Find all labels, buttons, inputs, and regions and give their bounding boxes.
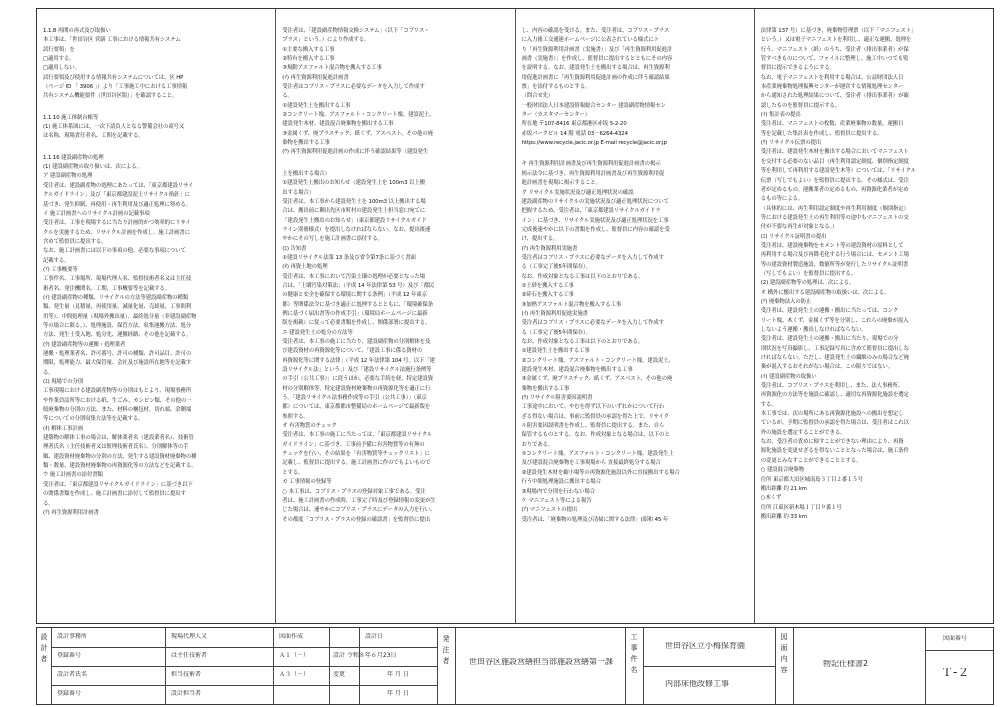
spec-line: る（工事完了後5年間保存）。: [521, 264, 591, 271]
spec-line: （具体的には、再生利用認定制度や再生利用制度（個別指定）: [760, 205, 909, 212]
spec-line: び建設資材の再資源化等について、「建設工事に係る資材の: [282, 348, 423, 355]
spec-line: (ｲ) 再生資源利用促進計画書: [282, 74, 349, 81]
sheet-number: Ｔ-２: [941, 668, 970, 676]
spec-line: (ｳ) リサイクル阻害要因説明書: [521, 395, 593, 402]
spec-line: 画書（実施書）」を作成し、監督員に提出するとともにその内容: [521, 56, 673, 63]
spec-line: ①建設リサイクル法第 13 条及び省令第7条に基づく書面: [282, 254, 416, 261]
spec-line: 合は、「土壌汚染対策法」（平成 14 年法律第 53 号）及び「都民: [282, 282, 435, 289]
designer-registration-label: 登録番号: [57, 690, 82, 697]
spec-line: オ 構外に搬出する建設副産物の取扱いは、次による。: [760, 289, 890, 296]
office-registration-label: 登録番号: [57, 652, 82, 659]
spec-line: 期限、処理能力、最大保管量、会社及び施設所在地等を記載す: [43, 360, 192, 367]
spec-line: (ｲ) 建設副産物の取扱い: [760, 373, 817, 380]
spec-line: 受注者は、「建設副産物情報交換システム」（以下「コブリス・: [282, 28, 430, 34]
spec-line: 等を記載した集計表を作成し、監督員に提出する。: [760, 130, 883, 137]
spec-line: 工事途中において、やむを得ず以下のいずれかについて行わ: [521, 404, 665, 411]
spec-line: ③現場内で分別を行わない場合: [521, 488, 596, 495]
spec-line: る。: [282, 93, 293, 100]
spec-line: (ｴ) 現場での分別: [43, 379, 83, 386]
design-date: 設計 令和８年６月23日: [333, 652, 397, 659]
scale-a1: Ａ１（－）: [279, 652, 310, 659]
spec-line: 本産業廃棄物処理振興センターが運営する情報処理センター: [760, 84, 904, 91]
spec-line: 受注者はコブリス・プラスに必要なデータを入力して作成す: [282, 84, 425, 91]
spec-line: (ｳ) リサイクル伝票の提出: [760, 140, 822, 147]
spec-line: とする。: [282, 469, 304, 476]
spec-line: の健康と安全を確保する環境に関する条例」（平成 12 年東京: [282, 292, 427, 299]
spec-line: 建設発生木材、建設混合廃棄物を搬出する工事: [521, 367, 633, 374]
spec-line: の手引（公共工事）」に従うほか、必要な手続を経、特定建設資: [282, 376, 433, 383]
spec-line: 記載し、監督員に提出する。施工計画書に作のでもよいもので: [282, 460, 431, 467]
spec-line: 基づき、発生抑制、再使用・再生利用及び適正処理に努める。: [43, 201, 191, 208]
drawing-side-label: 図面内容: [780, 633, 788, 674]
spec-line: 再資源化等に関する法律」（平成 12 年法律第 104 号。以下「建: [282, 357, 435, 364]
spec-line: ウ 施工計画書の添付書類: [43, 472, 103, 479]
spec-line: 進計画書を現場に掲示すること。: [521, 180, 601, 187]
client-name: 世田谷区施設営繕担当部施設営繕第一課: [469, 658, 613, 666]
spec-line: ター（カスタマーセンター）: [521, 112, 590, 119]
sheet-number-label: 図面番号: [943, 635, 968, 642]
spec-line: 管すべきものについて、ファイルに整理し、施工中いつでも監: [760, 56, 909, 63]
spec-line: ル阻害要因説明書を作成し、監督員に提出する。また、自ら: [521, 423, 665, 430]
spec-line: ○ 建設混合廃棄物: [760, 467, 805, 474]
spec-line: おりである。: [521, 441, 554, 448]
change-date: 年 月 日: [387, 671, 409, 678]
spec-line: イン」に基づき、リサイクル実施状況及び適正処理状況を工事: [521, 217, 669, 224]
spec-line: (ｲ) 建設副産物の種類、リサイクルの方法等建設副産物の種類: [43, 294, 189, 301]
spec-line: 設リサイクル法」という。）及び「建設リサイクル法施行条例等: [282, 367, 432, 374]
spec-line: ライン別冊様式）を提出しなければならない。なお、提出後速: [282, 226, 431, 233]
site-agent-label: 現場代理人又: [171, 633, 208, 640]
spec-line: ①建設発生土を搬出する工事: [521, 348, 590, 355]
spec-line: 工事件名、工事場所、現場代理人名、監督技術者名又は主任技: [43, 276, 192, 283]
spec-line: 試行要領及び使用する情報共有システムについては、区 HP: [43, 74, 184, 81]
spec-line: の変更とみなすことができることとする。: [760, 457, 862, 464]
spec-line: や作業員詰所等における紙、生ごみ、カンビン類、その他の一: [43, 397, 192, 404]
spec-line: 受注者は、「廃棄物の処理及び清掃に関する法律」(昭和 45 年: [521, 516, 669, 523]
spec-line: 別状況を写真撮影し、工事記録写真に含めて監督員に提出しな: [760, 345, 909, 352]
spec-line: 等の場合に限る。）、処理施設、保管方法、収集運搬方法、処分: [43, 322, 192, 329]
spec-line: 1.1.10 施工体制台帳等: [43, 114, 99, 121]
spec-line: ○ 本工事は、コブリス・プラスの登録対象工事である。受注: [282, 488, 426, 495]
spec-line: (ｱ) 再生資源利用計画書: [43, 509, 99, 516]
spec-line: 建設発生木材、建設混合廃棄物を搬出する工事: [282, 121, 394, 128]
spec-line: カ 工事情報の登録等: [282, 479, 332, 486]
spec-line: 掲示法令に基づき、再生資源利用計画書及び再生資源利用促: [521, 170, 665, 177]
spec-line: 「建設発生土搬出のお知らせ」（東京都建設リサイクルガイド: [282, 217, 427, 224]
spec-line: エ 建設発生土の処分の方法等: [282, 329, 353, 336]
spec-line: 参照する。: [282, 413, 309, 420]
spec-line: 用促進計画書に「再生資源利用促進計画の作成に伴う確認結果: [521, 74, 670, 81]
spec-line: ③加熱アスファルト混合物を搬入する工事: [521, 301, 622, 308]
spec-line: ②コンクリート塊、アスファルト・コンクリート塊、建設泥土、: [282, 112, 435, 119]
spec-line: ければならない。ただし、建設発生土の繊維のみの場合など廃: [760, 355, 909, 362]
specification-sheet: [36, 8, 994, 624]
spec-line: 受注者は、本工事において汚染土壌の処理が必要となった場: [282, 273, 426, 280]
spec-line: 材の分別解体等、特定建設資材廃棄物の再資源化等を適正に行: [282, 385, 431, 392]
spec-line: 本工事では、次の場所にある再資源化施設への搬出を想定し: [760, 411, 904, 418]
spec-line: 方法、発生土受入地、処分先、運搬経路、その他を記載する。: [43, 332, 192, 339]
spec-line: 棄物を搬出する工事: [521, 385, 570, 392]
spec-line: (ｴ) リサイクル証明書の提出: [760, 233, 827, 240]
spec-line: 票」を添付するものとする。: [521, 84, 591, 91]
spec-line: 共有システム機能要件（世田谷区版）」を確認すること。: [43, 93, 178, 100]
spec-line: 者が定めるもの。運搬業者の定めるもの、再資源化業者が定め: [760, 186, 909, 193]
spec-line: 行う。マニフェスト（紙）のうち、受注者（排出事業者）が保: [760, 46, 909, 53]
designer-name-label: 設計者氏名: [57, 671, 88, 678]
spec-line: ①コンクリート塊、アスファルト・コンクリート塊、建設発生土: [521, 451, 674, 458]
spec-line: (ｳ) 建設副産物等の運搬・処理業者: [43, 341, 126, 348]
spec-line: 出する場合）: [282, 189, 314, 196]
spec-line: 完成後速やかに以下の書類を作成し、監督員に内容の確認を受: [521, 226, 670, 233]
spec-line: □適用しない。: [43, 65, 80, 72]
spec-line: 例に基づく届出書等の作成手引」（環境局ホームページに最新: [282, 310, 428, 317]
spec-line: ②砕石を搬入する工事: [521, 292, 574, 299]
spec-line: ケ マニフェスト等による報告: [521, 497, 592, 504]
change-label: 変更: [333, 671, 346, 678]
spec-line: 受注者は、建設発生土の運搬・搬出に当たり、現場での分: [760, 336, 899, 343]
spec-line: を説明する。なお、建設発生土を搬出する場合は、再生資源利: [521, 65, 670, 72]
spec-line: 再資源化の方法等を施設に確認し、適切な再資源化施設を選定: [760, 392, 909, 399]
client-side-label: 発注者: [442, 635, 450, 665]
spec-line: 都）等関係法令に基づき適正に処理するとともに、「環境確保条: [282, 301, 433, 308]
title-block: [36, 627, 994, 705]
spec-line: 源化施設を変更せざるを得ないこととなった場合は、施工条件: [760, 448, 909, 455]
spec-line: 本工事は、「世田谷区 営繕 工事における情報共有システム: [43, 37, 181, 44]
spec-line: ②特有を搬入する工事: [282, 56, 335, 63]
spec-line: 者は、施工計画書の作成時、工事完了時及び登録情報の変更が生: [282, 497, 436, 504]
work-name: 内部床他改修工事: [665, 680, 729, 688]
spec-line: ざる得ない場合は、事前に監督員の承認を得た上で、リサイク: [521, 413, 669, 420]
spec-line: を交付する必要のない品目（再生利用認定制度、個別指定制度: [760, 158, 909, 165]
spec-line: け、提出する。: [521, 236, 559, 243]
spec-line: り「再生資源利用計画書（実施書）」及び「再生資源利用促進計: [521, 46, 673, 53]
spec-line: その都度「コブリス・プラスの登録の確認書」を監督員に提出: [282, 516, 430, 523]
spec-line: しないよう運搬・搬出しなければならない。: [760, 327, 867, 333]
spec-line: (ｱ) マニフェストの提出: [521, 507, 578, 514]
spec-line: □適用する。: [43, 56, 75, 63]
spec-line: 一般財団法人日本建設情報総合センター 建設副産物情報セン: [521, 102, 666, 109]
spec-line: 術者名、発注機関名、工期、工事概要等を記載する。: [43, 285, 170, 292]
spec-line: 及び建設混合廃棄物を工事現場から 直接最終処分する場合: [521, 460, 661, 467]
spec-line: (2) 建設副産物等の処理は、次による。: [760, 280, 855, 287]
spec-line: 搬出距離 約 21 km: [760, 485, 807, 492]
spec-line: なお、電子マニフェストを利用する場合は、公益財団法人日: [760, 74, 904, 81]
spec-line: るもの等による。: [760, 196, 804, 203]
spec-line: ク リサイクル実施状況及び適正処理状況の確認: [521, 189, 634, 196]
spec-line: (1) 建設副産物の取り扱いは、次による。: [43, 164, 142, 171]
spec-line: 搬出距離 約 33 km: [760, 513, 807, 520]
spec-line: から通知された処理結果について、受注者（排出事業者）が確: [760, 93, 909, 100]
spec-line: クルを実施するため、リサイクル計画を作成し、施工計画書に: [43, 229, 191, 236]
spec-line: 伝票（写しでもよい）を監督員に提出する。その様式は、受注: [760, 177, 909, 184]
spec-line: という。）又は電子マニフェストを利用し、適正な運搬、処理を: [760, 37, 912, 44]
spec-line: やかにその写しを施工計画書に添付する。: [282, 236, 383, 243]
spec-line: ているが、予期に監督員の承認を得た場合は、受注者はこれ以: [760, 420, 909, 427]
spec-line: 含めて監督員に提出する。: [43, 238, 107, 245]
spec-line: ①主要な搬入する工事: [282, 46, 335, 53]
spec-line: ③金属くず、廃プラスチック、紙くず、アスベスト、その他の廃: [282, 130, 433, 137]
drawing-name: 物記仕様書2: [823, 660, 869, 668]
spec-line: ②建設発生木材を縮小場等の再資源化施設以外に直接搬出する場合: [521, 469, 680, 476]
spec-line: 督員に提示できるようにする。: [760, 65, 835, 72]
spec-line: 受注者は、建設廃棄物をセメント等の建設資材の原料として: [760, 242, 904, 249]
spec-column-3: [516, 9, 755, 623]
chief-engineer-label: は主任技術者: [171, 652, 208, 659]
spec-line: (ｱ) 再生資源利用実施書: [521, 245, 578, 252]
spec-line: (ｵ) 解体工事計画: [43, 425, 83, 432]
spec-line: 類・数量、建設資材廃棄物の再資源化等の方法などを記載する。: [43, 463, 197, 470]
spec-line: 試行要領」を: [43, 46, 75, 53]
spec-line: ②コンクリート塊、アスファルト・コンクリート塊、建設泥土、: [521, 357, 674, 364]
spec-line: 合は、搬出前に剰出先区市町村の建設発生土担当窓口宛てに: [282, 208, 426, 215]
spec-line: 版を掲載）に従って必要書類を作成し、関係部署に提出する。: [282, 320, 431, 327]
spec-line: 等の建設資材製造施設、数値所等が発行したリサイクル証明書: [760, 261, 909, 268]
project-side-label: 工事件名: [630, 633, 638, 674]
spec-line: イ 施工計画書へのリサイクル計画の記載事項: [43, 210, 150, 217]
spec-line: ○木くず: [760, 495, 782, 502]
spec-line: ガイドライン」に基づき、工事前予備に有害物質等の有無の: [282, 441, 425, 448]
spec-line: 運搬・処理業者名、許可番号、許可の種類、許可品目、許可の: [43, 351, 192, 357]
spec-line: 外の施設を選定することができる。: [760, 429, 846, 436]
spec-line: 類、発生量（見積量、再使用量、減量化量、売却量、工事間利: [43, 304, 192, 311]
spec-line: 住所 東京都大田区城南島３丁目２番１５号: [760, 476, 863, 483]
spec-line: オ 有害物質のチェック: [282, 423, 337, 430]
spec-line: (ｴ) 告知書: [282, 245, 307, 252]
spec-line: る。: [43, 500, 54, 507]
spec-line: は名称、現場責任者名、工期を記載する。: [43, 133, 144, 140]
spec-line: 赤坂パークビル 14 階 電話 03－6264-4324: [521, 130, 628, 137]
spec-line: 付が不要な再生が対象となる。）: [760, 224, 838, 231]
spec-line: 受注者は、コブリス・プラスを利用し、また、法人事務所、: [760, 383, 904, 390]
spec-line: る。: [43, 369, 54, 376]
spec-line: し、内容の確認を受ける。また、受注者は、コブリス・プラス: [521, 28, 670, 34]
spec-line: 順、建設資材廃棄物の分別の方法、発生する建設資材廃棄物の種: [43, 453, 197, 460]
spec-line: (1) 施工体系図には、一次下請負人となる警備会社の商号又: [43, 124, 185, 131]
spec-line: 都）については、東京都都市整備局のホームページで最新版を: [282, 404, 431, 411]
spec-line: ③規動アスファルト混合物を搬入する工事: [282, 65, 382, 72]
spec-line: 保管するものとする。なお、作成対象となる場合は、以下のと: [521, 432, 670, 439]
spec-line: 工事現場における建設副産物等の分別はもとより、現場事務所: [43, 388, 192, 395]
spec-line: 認したものを監督員に提示する。: [760, 102, 841, 109]
spec-line: 受注者はコブリス・プラスに必要なデータを入力して作成す: [521, 254, 664, 261]
spec-line: ①建設発生土を搬出する工事: [282, 102, 351, 109]
spec-line: う。「建設リサイクル法事務作成等の手引（公共工事）」（東京: [282, 395, 427, 402]
spec-line: (ｱ) 工事概要等: [43, 266, 78, 273]
design-charge-label: 設計担当者: [171, 690, 202, 697]
scale-a3: Ａ３（－）: [279, 671, 310, 678]
spec-line: 受注者は、工事を現場するに当たり計画的かつ効率的にリサイ: [43, 220, 191, 227]
spec-line: 受注者はコブリス・プラスに必要なデータを入力して作成す: [521, 320, 664, 327]
spec-line: 受注者は、建設発生土の運搬・搬出に当たっては、コンク: [760, 308, 899, 315]
spec-line: （問合せ先）: [521, 93, 554, 100]
spec-line: チェックを行い、その結果を「有害物質等チェックリスト」に: [282, 451, 430, 458]
spec-column-4: [755, 9, 993, 623]
spec-line: 棄物を搬出する工事: [282, 140, 330, 147]
spec-line: なお、施工計画書には以下の事項の他、必要な事項について: [43, 248, 186, 255]
spec-line: 受注者は、マニフェストの枚数、産業廃棄物の数量、運搬日: [760, 121, 904, 128]
design-office-label: 設計事務所: [57, 633, 88, 640]
spec-line: 般廃棄物の分別の方法、また、材料の梱包材、切れ端、余剰端: [43, 407, 192, 414]
spec-line: キ 再生資源利用計画書及び再生資源利用促進計画書の掲示: [521, 161, 661, 168]
spec-line: 所在地 〒107-8416 東京都港区赤坂 5-2-20: [521, 121, 627, 128]
spec-line: 受注者は、建設発生木材を搬出する場合においてマニフェスト: [760, 149, 909, 156]
project-name: 世田谷区立小梅保育園: [665, 642, 745, 650]
spec-column-2: [276, 9, 515, 623]
spec-line: (ｲ) 集計表の提出: [760, 112, 801, 119]
spec-line: じた場合は、速やかにコブリス・プラスにデータの入力を行い、: [282, 507, 436, 514]
spec-line: 受注者は、「東京都建設リサイクルガイドライン」に基づき以下: [43, 481, 193, 488]
spec-line: 理者氏名（主任技術者又は監理技術者氏名）、分別解体等の手: [43, 444, 189, 451]
spec-line: 受注者は、本工事から建設発生土を 100m3 以上搬出する場: [282, 198, 426, 205]
spec-line: 受注者は、本工事の施工に当たり、建設副産物の分別解体を及: [282, 339, 431, 345]
spec-line: ③金属くず、廃プラスチック、紙くず、アスベスト、その他の廃: [521, 376, 673, 383]
spec-line: なお、受注者の責めに帰すことができない理由により、再資: [760, 439, 904, 446]
spec-line: 等を利用して再利用する建設発生木等）については、「リサイクル: [760, 168, 916, 175]
spec-line: https://www.recycle.jacic.or.jp E-mail recycle@jacic.or.jp: [521, 140, 667, 147]
spec-line: 建築物の解体工事の場合は、解体業者名（建設業者名）、技術管: [43, 435, 194, 442]
spec-line: 行う中間処理施設に搬出する場合: [521, 479, 601, 486]
spec-line: (ｱ) 廃棄物法入の防止: [760, 298, 812, 305]
spec-line: る（工事完了後5年間保存）。: [521, 329, 591, 336]
spec-line: なお、作成対象となる工事は以下のとおりである。: [521, 273, 644, 280]
spec-line: 住所 江東区新木場１丁目９番１号: [760, 504, 842, 511]
spec-line: 1.1.8 再開の再式及び取扱い: [43, 28, 111, 34]
spec-line: なお、作成対象となる工事は以下のとおりである。: [521, 339, 644, 345]
spec-line: 法律第 137 号）に基づき、廃棄物管理票（以下「マニフェスト」: [760, 28, 917, 34]
spec-line: 等についての分別収集方法等を記載する。: [43, 416, 144, 423]
spec-line: 等における建設発生土の再生利用等の途中もマニフェストの交: [760, 214, 909, 221]
spec-line: プラス」という。）により作成する。: [282, 37, 370, 44]
spec-line: ア 建設副産物の処理: [43, 173, 93, 180]
spec-line: リート塊、木くず、金属くず等を分別し、これらの廃棄が混入: [760, 317, 909, 324]
designer-side-label: 設計者: [40, 633, 48, 663]
spec-line: (ｳ) 再生資源利用促進計画の作成に伴う確認結果等（建設発生: [282, 149, 429, 156]
responsible-engineer-label: 担当技術者: [171, 671, 202, 678]
spec-line: 建設副産物のリサイクルの実施状況及び適正処理状況について: [521, 198, 669, 205]
spec-line: 受注者は、建設副産物の処理にあたっては、「東京都建設リサイ: [43, 182, 194, 189]
spec-line: 記載する。: [43, 257, 70, 264]
spec-line: (ｲ) 再生資源利用促進実施書: [521, 310, 588, 317]
spec-line: 受注者は、本工事の施工に当たっては、「東京都建設リサイクル: [282, 432, 433, 439]
spec-line: ①土砂を搬入する工事: [521, 282, 574, 289]
spec-line: 棄が混入するおそれがない場合は、この限りではない。: [760, 364, 894, 371]
spec-line: する。: [760, 401, 777, 408]
spec-line: クルガイドライン」及び「東京都建設泥土リサイクル指針」に: [43, 192, 190, 199]
spec-line: （ページ ID 「 3906 」）より「工事施工中における工事情報: [43, 84, 188, 91]
drawing-date-label: 図面作成: [279, 633, 304, 640]
spec-line: 把握するため、受注者は、「東京都建設リサイクルガイドラ: [521, 208, 661, 215]
spec-line: 用等）、中間処理量（現場外搬出量）、最終処分量（非建設副産物: [43, 313, 197, 320]
spec-line: の関係書類を作成し、施工計画書に添付して監督員に提出す: [43, 491, 186, 498]
spec-line: 再利用する場合及び再降毛化する行う場合には、セメント工場: [760, 252, 909, 259]
spec-line: に入力後工交通連ホームページに公表されている様式にト: [521, 37, 659, 44]
change-date-2: 年 月 日: [387, 690, 409, 697]
spec-line: 土を搬出する場合）: [282, 170, 330, 177]
spec-line: (ｵ) 再資土地の処理: [282, 264, 328, 271]
spec-line: ①建設発生土搬出のお知らせ（建設発生土を 100m3 以上搬: [282, 180, 425, 187]
spec-line: 1.1.16 建設副産物の処理: [43, 154, 104, 161]
design-date-label: 設計日: [365, 633, 384, 640]
spec-line: （写しでもよい）を監督員に提出する。: [760, 270, 856, 277]
spec-column-1: [37, 9, 276, 623]
